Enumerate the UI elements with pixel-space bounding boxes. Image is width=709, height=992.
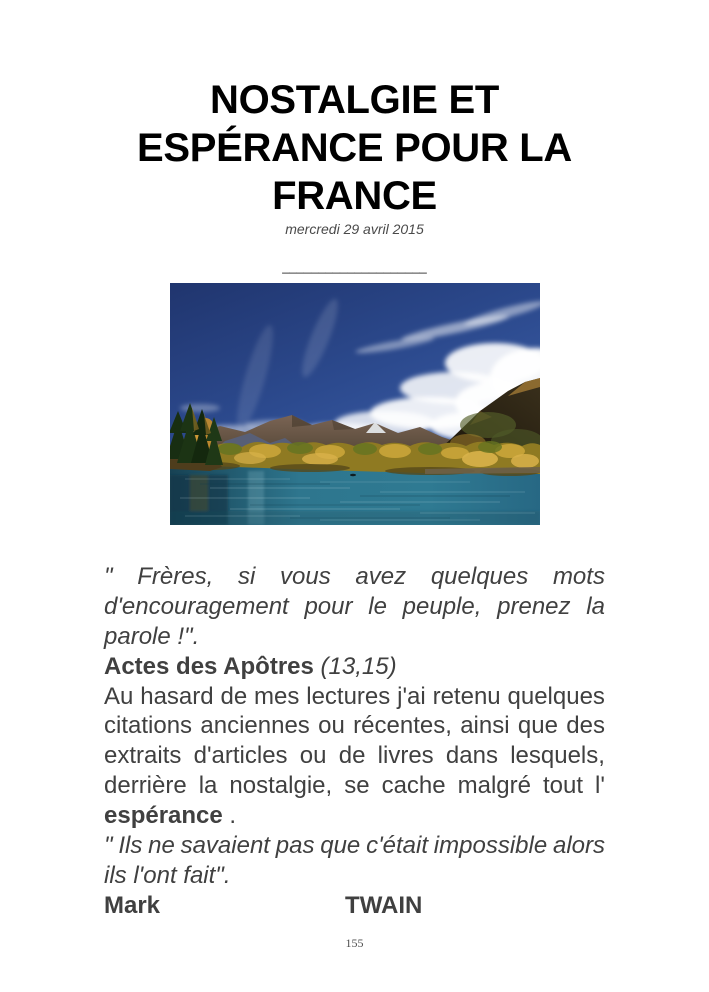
text-line: " Ils ne savaient pas que c'était impossible alors (104, 832, 605, 860)
text-line: derrière la nostalgie, se cache malgré tout l' (104, 772, 605, 800)
page-number: 155 (345, 936, 364, 950)
page-title-line: NOSTALGIE ET (210, 78, 499, 122)
landscape-photo-illustration (170, 283, 540, 525)
text-line: Au hasard de mes lectures j'ai retenu quelques (104, 682, 605, 710)
text-line: ils l'ont fait". (104, 861, 231, 889)
article-text (104, 562, 605, 921)
text-line: Actes des Apôtres (13,15) (104, 652, 397, 680)
text-line: d'encouragement pour le peuple, prenez la (104, 592, 605, 620)
text-line: espérance . (104, 802, 237, 830)
separator-line: ____________________ (282, 259, 427, 274)
photo-boat-dot (350, 474, 356, 476)
landscape-photo (170, 283, 540, 525)
page-title-line: FRANCE (272, 174, 437, 218)
article-date: mercredi 29 avril 2015 (285, 221, 424, 237)
text-line: Mark TWAIN (104, 891, 423, 919)
text-line: " Frères, si vous avez quelques mots (104, 563, 605, 590)
page-title (0, 76, 709, 220)
text-line: parole !". (104, 622, 200, 650)
page-title-line: ESPÉRANCE POUR LA (137, 126, 572, 170)
text-line: extraits d'articles ou de livres dans lesquels, (104, 742, 605, 770)
text-line: citations anciennes ou récentes, ainsi que des (104, 712, 605, 740)
